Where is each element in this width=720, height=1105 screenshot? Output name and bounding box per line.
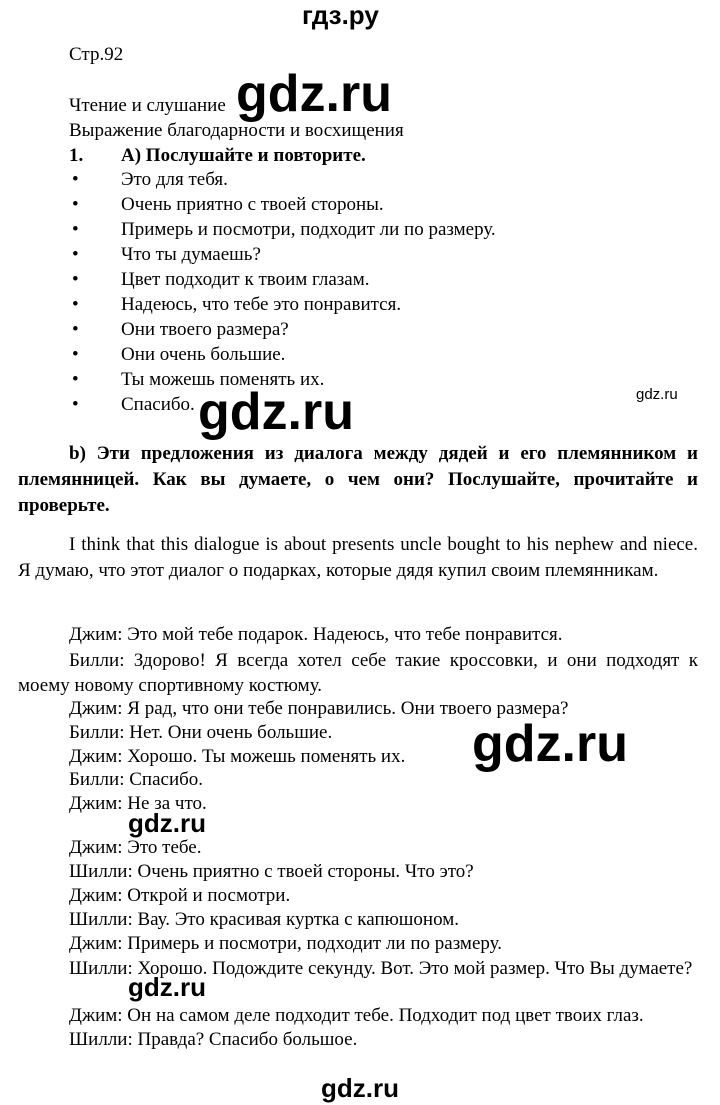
bullet-symbol: • — [72, 169, 79, 190]
bullet-symbol: • — [72, 219, 79, 240]
watermark-logo: gdz.ru — [472, 715, 628, 773]
phrase-text: Они очень большие. — [121, 344, 286, 365]
watermark-small: gdz.ru — [636, 386, 678, 403]
dialogue-line: Шилли: Хорошо. Подождите секунду. Вот. Это мой размер. Что Вы думаете? — [69, 958, 693, 979]
bullet-symbol: • — [72, 194, 79, 215]
dialogue-line: Билли: Спасибо. — [69, 769, 204, 790]
bullet-symbol: • — [72, 269, 79, 290]
dialogue-line: Джим: Это мой тебе подарок. Надеюсь, что тебе понравится. — [69, 624, 563, 645]
dialogue-line: Шилли: Вау. Это красивая куртка с капюшоном. — [69, 909, 460, 930]
phrase-text: Примерь и посмотри, подходит ли по размеру. — [121, 219, 496, 240]
bullet-symbol: • — [72, 319, 79, 340]
dialogue-line: Билли: Здорово! Я всегда хотел себе такие кроссовки, и они подходят к моему новому спортивному костюму. — [18, 650, 698, 696]
section-title: Чтение и слушание — [69, 95, 226, 116]
answer-ru: Я думаю, что этот диалог о подарках, которые дядя купил своим племянникам. — [18, 560, 659, 581]
task-b-text: b) Эти предложения из диалога между дядей и его племянником и племянницей. Как вы думаете, о чем они? Послушайте, прочитайте и проверьте. — [18, 443, 698, 516]
task-label: A) Послушайте и повторите. — [121, 145, 366, 166]
section-subtitle: Выражение благодарности и восхищения — [69, 120, 404, 141]
watermark-logo: gdz.ru — [128, 972, 206, 1002]
dialogue-line: Джим: Примерь и посмотри, подходит ли по размеру. — [69, 933, 502, 954]
phrase-text: Они твоего размера? — [121, 319, 289, 340]
dialogue-line: Билли: Нет. Они очень большие. — [69, 722, 333, 743]
footer-watermark: gdz.ru — [321, 1073, 399, 1103]
watermark-logo: gdz.ru — [198, 383, 354, 441]
bullet-symbol: • — [72, 244, 79, 265]
phrase-text: Это для тебя. — [121, 169, 228, 190]
bullet-symbol: • — [72, 344, 79, 365]
header-site: гдз.ру — [302, 0, 379, 30]
phrase-text: Спасибо. — [121, 394, 195, 415]
dialogue-line: Шилли: Правда? Спасибо большое. — [69, 1029, 358, 1050]
page-number: Стр.92 — [69, 44, 124, 65]
phrase-text: Ты можешь поменять их. — [121, 369, 325, 390]
bullet-symbol: • — [72, 294, 79, 315]
phrase-text: Очень приятно с твоей стороны. — [121, 194, 384, 215]
answer-en: I think that this dialogue is about presents uncle bought to his nephew and niece. — [69, 534, 698, 555]
task-number: 1. — [69, 145, 84, 166]
watermark-logo: gdz.ru — [128, 808, 206, 838]
watermark-logo: gdz.ru — [236, 65, 392, 123]
phrase-text: Что ты думаешь? — [121, 244, 261, 265]
phrase-text: Надеюсь, что тебе это понравится. — [121, 294, 402, 315]
dialogue-line: Джим: Хорошо. Ты можешь поменять их. — [69, 746, 406, 767]
dialogue-line: Джим: Я рад, что они тебе понравились. Они твоего размера? — [69, 698, 569, 719]
answer-paragraph — [18, 532, 698, 584]
bullet-symbol: • — [72, 369, 79, 390]
dialogue-line: Джим: Не за что. — [69, 793, 207, 814]
dialogue-line: Джим: Открой и посмотри. — [69, 885, 291, 906]
dialogue-line: Шилли: Очень приятно с твоей стороны. Что это? — [69, 861, 474, 882]
dialogue-line: Джим: Он на самом деле подходит тебе. Подходит под цвет твоих глаз. — [69, 1005, 644, 1026]
dialogue-line: Джим: Это тебе. — [69, 837, 202, 858]
phrase-text: Цвет подходит к твоим глазам. — [121, 269, 370, 290]
bullet-symbol: • — [72, 394, 79, 415]
